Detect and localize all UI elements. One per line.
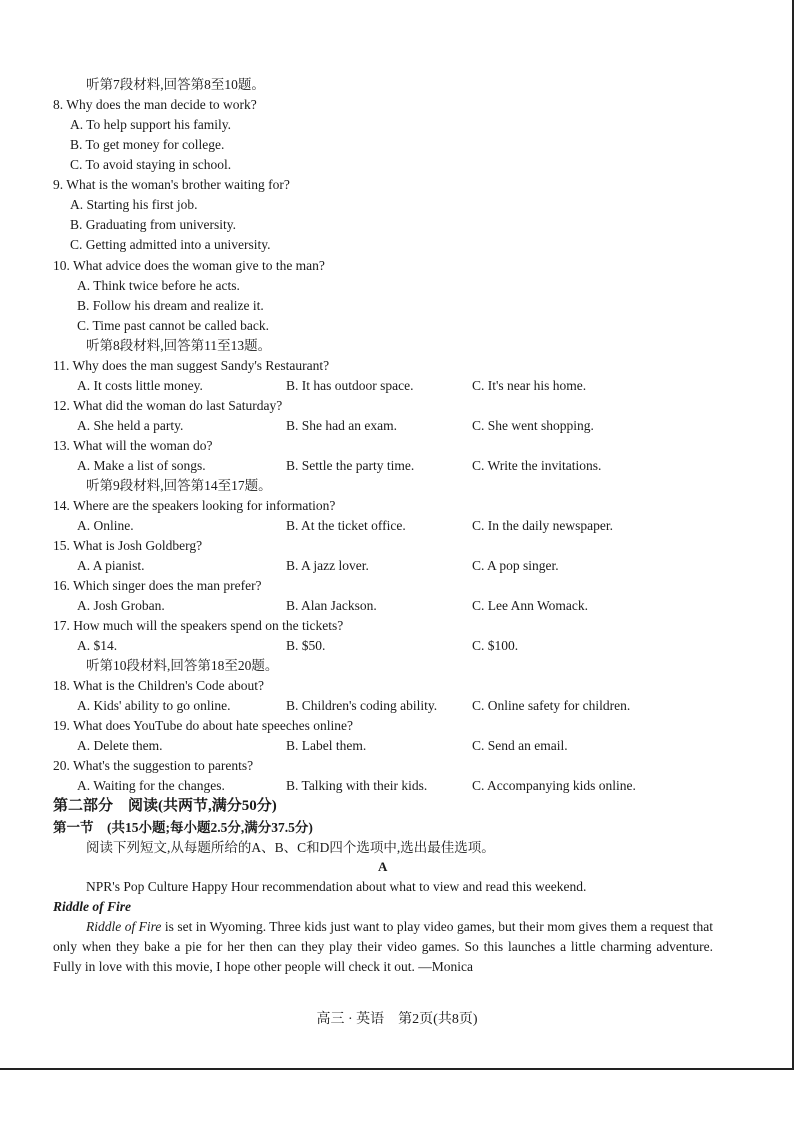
option-8c: C. To avoid staying in school. <box>70 157 232 172</box>
option-17b: B. $50. <box>286 638 326 653</box>
section-instruction-7: 听第7段材料,回答第8至10题。 <box>86 77 265 92</box>
option-16a: A. Josh Groban. <box>77 598 165 613</box>
part-two-heading: 第二部分 阅读(共两节,满分50分) <box>53 798 277 814</box>
reading-instruction: 阅读下列短文,从每题所给的A、B、C和D四个选项中,选出最佳选项。 <box>86 840 495 855</box>
option-17c: C. $100. <box>472 638 519 653</box>
question-10: 10. What advice does the woman give to the man? <box>53 258 325 273</box>
option-10a: A. Think twice before he acts. <box>77 278 240 293</box>
option-18c: C. Online safety for children. <box>472 698 631 713</box>
section-one-heading: 第一节 (共15小题;每小题2.5分,满分37.5分) <box>53 820 313 835</box>
question-13: 13. What will the woman do? <box>53 438 213 453</box>
option-20b: B. Talking with their kids. <box>286 778 428 793</box>
passage-label: A <box>378 859 388 874</box>
option-12c: C. She went shopping. <box>472 418 594 433</box>
option-14c: C. In the daily newspaper. <box>472 518 613 533</box>
option-10b: B. Follow his dream and realize it. <box>77 298 264 313</box>
option-13a: A. Make a list of songs. <box>77 458 206 473</box>
option-11b: B. It has outdoor space. <box>286 378 414 393</box>
option-16b: B. Alan Jackson. <box>286 598 377 613</box>
option-15a: A. A pianist. <box>77 558 145 573</box>
option-12b: B. She had an exam. <box>286 418 397 433</box>
review-paragraph-text: is set in Wyoming. Three kids just want to play video games, but their mom gives them a request that only when they bake a pie for her then can they play their video games. So this launches a little charming adventure. Fully in love with this movie, I hope other people will check it out. —Monica <box>53 919 713 974</box>
question-8: 8. Why does the man decide to work? <box>53 97 257 112</box>
section-instruction-9: 听第9段材料,回答第14至17题。 <box>86 478 272 493</box>
option-19a: A. Delete them. <box>77 738 163 753</box>
review-paragraph-title: Riddle of Fire <box>86 919 162 934</box>
option-18a: A. Kids' ability to go online. <box>77 698 231 713</box>
question-9: 9. What is the woman's brother waiting for? <box>53 177 290 192</box>
question-11: 11. Why does the man suggest Sandy's Restaurant? <box>53 358 330 373</box>
option-15c: C. A pop singer. <box>472 558 559 573</box>
section-instruction-10: 听第10段材料,回答第18至20题。 <box>86 658 279 673</box>
option-13b: B. Settle the party time. <box>286 458 415 473</box>
option-14b: B. At the ticket office. <box>286 518 406 533</box>
option-18b: B. Children's coding ability. <box>286 698 438 713</box>
option-17a: A. $14. <box>77 638 118 653</box>
option-13c: C. Write the invitations. <box>472 458 602 473</box>
section-instruction-8: 听第8段材料,回答第11至13题。 <box>86 338 272 353</box>
option-19c: C. Send an email. <box>472 738 568 753</box>
question-12: 12. What did the woman do last Saturday? <box>53 398 283 413</box>
option-10c: C. Time past cannot be called back. <box>77 318 269 333</box>
option-8a: A. To help support his family. <box>70 117 232 132</box>
option-9b: B. Graduating from university. <box>70 217 236 232</box>
option-9a: A. Starting his first job. <box>70 197 198 212</box>
question-20: 20. What's the suggestion to parents? <box>53 758 254 773</box>
option-19b: B. Label them. <box>286 738 367 753</box>
option-11a: A. It costs little money. <box>77 378 203 393</box>
option-9c: C. Getting admitted into a university. <box>70 237 271 252</box>
question-18: 18. What is the Children's Code about? <box>53 678 265 693</box>
question-14: 14. Where are the speakers looking for information? <box>53 498 336 513</box>
review-title: Riddle of Fire <box>53 899 131 914</box>
review-paragraph <box>53 917 713 977</box>
option-16c: C. Lee Ann Womack. <box>472 598 589 613</box>
option-11c: C. It's near his home. <box>472 378 587 393</box>
question-19: 19. What does YouTube do about hate speeches online? <box>53 718 353 733</box>
option-12a: A. She held a party. <box>77 418 184 433</box>
question-17: 17. How much will the speakers spend on the tickets? <box>53 618 344 633</box>
option-20c: C. Accompanying kids online. <box>472 778 636 793</box>
question-16: 16. Which singer does the man prefer? <box>53 578 262 593</box>
page-footer: 高三 · 英语 第2页(共8页) <box>316 1012 478 1027</box>
option-8b: B. To get money for college. <box>70 137 225 152</box>
option-15b: B. A jazz lover. <box>286 558 369 573</box>
option-20a: A. Waiting for the changes. <box>77 778 225 793</box>
option-14a: A. Online. <box>77 518 134 533</box>
passage-intro: NPR's Pop Culture Happy Hour recommendation about what to view and read this weekend. <box>86 879 587 894</box>
question-15: 15. What is Josh Goldberg? <box>53 538 203 553</box>
